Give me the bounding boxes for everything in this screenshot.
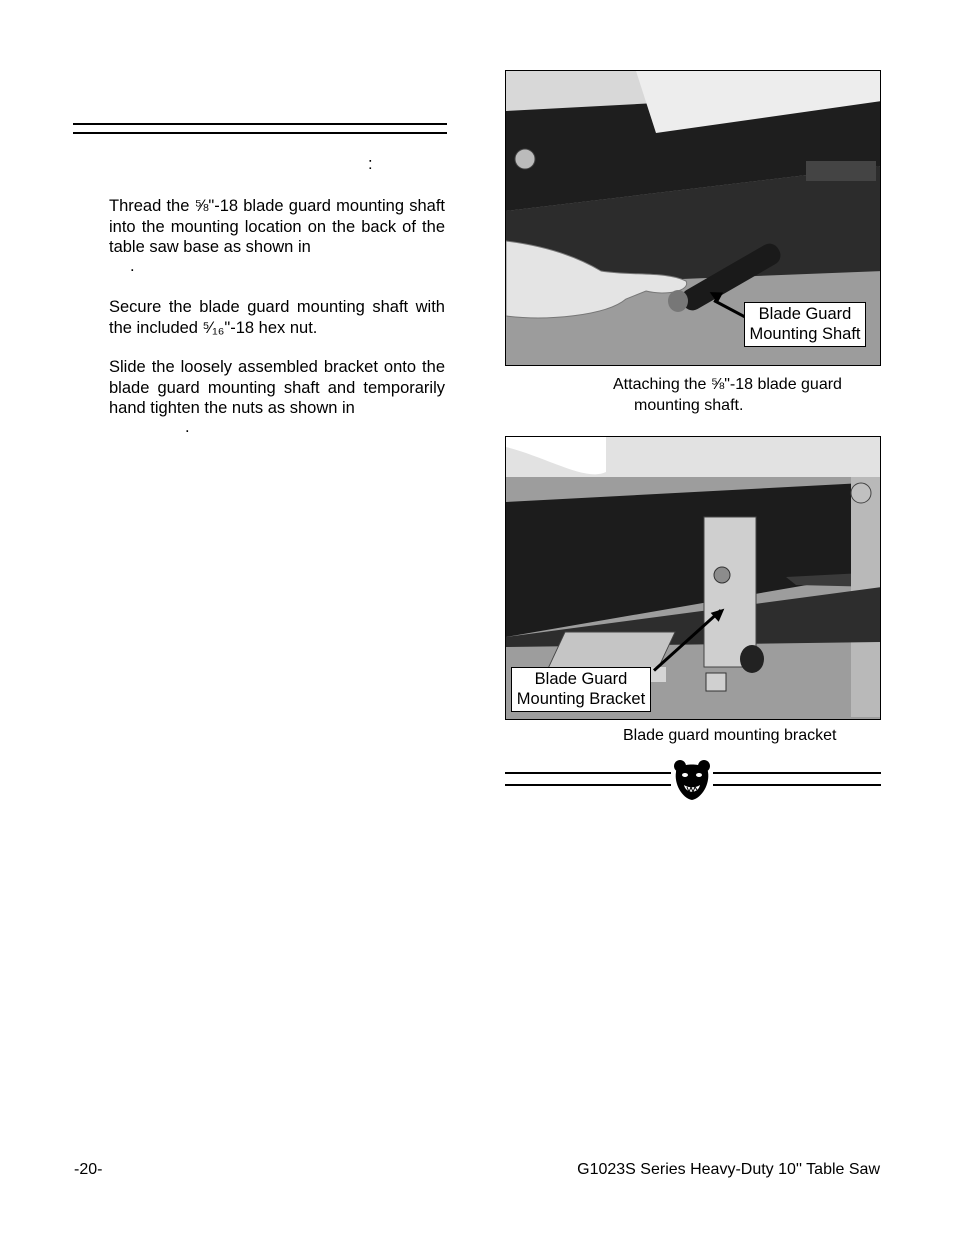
page-number: -20- — [74, 1161, 103, 1178]
step-1-body: Thread the ⅝"-18 blade guard mounting shaft into the mounting location on the back of the table saw base as shown in — [109, 197, 445, 256]
step-3-body: Slide the loosely assembled bracket onto the blade guard mounting shaft and temporarily hand tighten the nuts as shown in — [109, 358, 445, 417]
figure-1-caption-line2: mounting shaft. — [634, 397, 744, 414]
end-rule-left-bottom — [505, 784, 671, 786]
step-1-text — [109, 196, 445, 258]
figure-2-caption: Blade guard mounting bracket — [623, 727, 837, 744]
step-3-text — [109, 357, 445, 419]
step-1-tail: . — [130, 257, 135, 275]
figure-1-caption-line1: Attaching the ⅝"-18 blade guard — [613, 376, 842, 393]
end-rule-right-bottom — [713, 784, 881, 786]
manual-title: G1023S Series Heavy-Duty 10'' Table Saw — [577, 1161, 880, 1178]
end-rule-right-top — [713, 772, 881, 774]
callout-mounting-shaft: Blade Guard Mounting Shaft — [744, 302, 866, 347]
step-2-text: Secure the blade guard mounting shaft with the included ⁵⁄₁₆"-18 hex nut. — [109, 298, 445, 337]
intro-colon: : — [368, 155, 373, 173]
step-3-tail: . — [185, 418, 190, 436]
end-rule-left-top — [505, 772, 671, 774]
bear-logo-icon — [672, 758, 712, 802]
section-rule-top — [73, 123, 447, 125]
section-rule-bottom — [73, 132, 447, 134]
callout-mounting-bracket: Blade Guard Mounting Bracket — [511, 667, 651, 712]
